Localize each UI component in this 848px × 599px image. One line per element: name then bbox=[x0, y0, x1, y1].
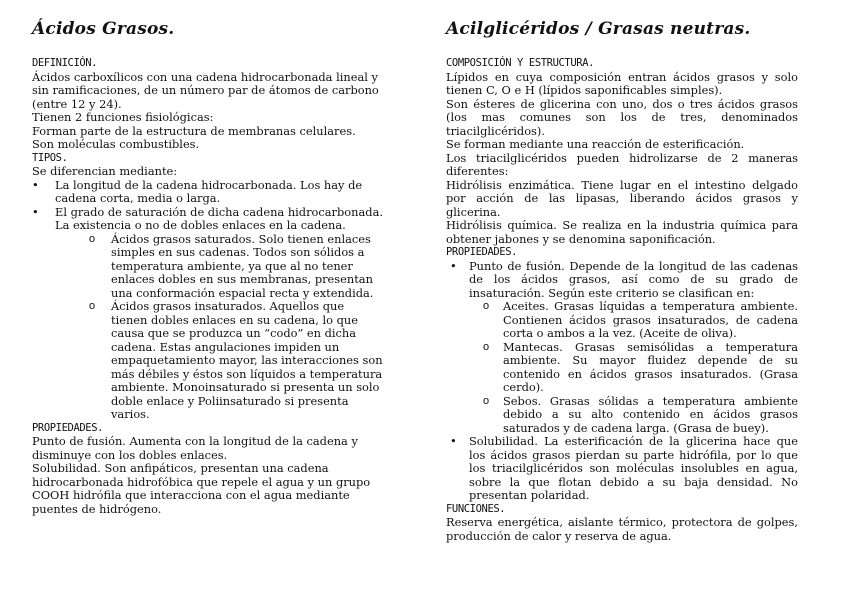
composition-hydrolysis: Los triacilglicéridos pueden hidrolizarse de 2 maneras diferentes: bbox=[446, 150, 798, 178]
section-title-acidos-grasos: Ácidos Grasos. bbox=[32, 19, 175, 39]
heading-tipos: TIPOS. bbox=[32, 151, 68, 164]
properties-list bbox=[446, 260, 798, 503]
heading-funciones: FUNCIONES. bbox=[446, 502, 506, 515]
list-item: • Solubilidad. La esterificación de la glicerina hace que los ácidos grasos pierdan su parte hidrófila, por lo que los triacilglicéridos son moléculas insolubles en agua, sobre la que flotan debido a su baja densidad. No presentan polaridad. bbox=[446, 435, 798, 503]
list-item: • La longitud de la cadena hidrocarbonada. Los hay de cadena corta, media o larga. bbox=[32, 179, 384, 206]
composition-text: Lípidos en cuya composición entran ácidos grasos y solo tienen C, O e H (lípidos saponificables simples). bbox=[446, 69, 798, 97]
left-column bbox=[32, 18, 384, 516]
heading-definicion: DEFINICIÓN. bbox=[32, 57, 98, 69]
tipos-list bbox=[32, 179, 384, 422]
sublist-item: o Mantecas. Grasas semisólidas a temperatura ambiente. Su mayor fluidez depende de su contenido en ácidos grasos insaturados. (Grasa cerdo). bbox=[483, 341, 798, 395]
sublist-item: o Ácidos grasos saturados. Solo tienen enlaces simples en sus cadenas. Todos son sólidos a temperatura ambiente, ya que al no tener enlaces dobles en sus membranas, presentan una conformación espacial recta y extendida. bbox=[89, 233, 384, 301]
functions-text: Reserva energética, aislante térmico, protectora de golpes, producción de calor y reserva de agua. bbox=[446, 515, 798, 543]
heading-composicion: COMPOSICIÓN Y ESTRUCTURA. bbox=[446, 57, 595, 69]
composition-esters: Son ésteres de glicerina con uno, dos o tres ácidos grasos (los mas comunes son los de tres, denominados triacilglicéridos). bbox=[446, 96, 798, 138]
hydrolysis-enzymatic: Hidrólisis enzimática. Tiene lugar en el intestino delgado por acción de las lipasas, liberando ácidos grasos y glicerina. bbox=[446, 177, 798, 219]
hydrolysis-chemical: Hidrólisis química. Se realiza en la industria química para obtener jabones y se denomina saponificación. bbox=[446, 218, 798, 246]
right-column bbox=[446, 18, 798, 543]
heading-propiedades: PROPIEDADES. bbox=[446, 246, 518, 258]
list-item-text: Punto de fusión. Depende de la longitud de las cadenas de los ácidos grasos, así como de su grado de insaturación. Según este criterio se clasifican en: bbox=[469, 258, 798, 300]
sublist-item: o Aceites. Grasas líquidas a temperatura ambiente. Contienen ácidos grasos insaturados, de cadena corta o ambos a la vez. (Aceite de oliva). bbox=[483, 300, 798, 341]
heading-propiedades: PROPIEDADES. bbox=[32, 421, 104, 434]
function-fuel: Son moléculas combustibles. bbox=[32, 137, 200, 151]
tipos-intro: Se diferencian mediante: bbox=[32, 164, 178, 178]
sublist-item: o Sebos. Grasas sólidas a temperatura ambiente debido a su alto contenido en ácidos grasos saturados y de cadena larga. (Grasa de buey). bbox=[483, 395, 798, 436]
definition-text: Ácidos carboxílicos con una cadena hidrocarbonada lineal y sin ramificaciones, de un número par de átomos de carbono (entre 12 y 24). bbox=[32, 69, 379, 111]
list-item bbox=[446, 260, 798, 436]
list-item-text: El grado de saturación de dicha cadena hidrocarbonada. La existencia o no de dobles enlaces en la cadena. bbox=[55, 204, 383, 232]
composition-esterification: Se forman mediante una reacción de esterificación. bbox=[446, 137, 745, 151]
fat-types-sublist bbox=[469, 300, 798, 435]
function-membranes: Forman parte de la estructura de membranas celulares. bbox=[32, 123, 356, 138]
sublist-item: o Ácidos grasos insaturados. Aquellos que tienen dobles enlaces en su cadena, lo que causa que se produzca un “codo” en dicha cadena. Estas angulaciones impiden un empaquetamiento mayor, las interacciones son más débiles y éstos son líquidos a temperatura ambiente. Monoinsaturado si presenta un solo doble enlace y Poliinsaturado si presenta varios. bbox=[89, 300, 384, 422]
property-melting-point: Punto de fusión. Aumenta con la longitud de la cadena y disminuye con los dobles enlaces. bbox=[32, 434, 358, 462]
list-item bbox=[32, 206, 384, 422]
section-title-acilgliceridos: Acilglicéridos / Grasas neutras. bbox=[446, 19, 751, 39]
saturation-sublist bbox=[55, 233, 384, 422]
functions-intro: Tienen 2 funciones fisiológicas: bbox=[32, 110, 214, 124]
property-solubility: Solubilidad. Son anfipáticos, presentan una cadena hidrocarbonada hidrofóbica que repele el agua y un grupo COOH hidrófila que interacciona con el agua mediante puentes de hidrógeno. bbox=[32, 461, 371, 516]
